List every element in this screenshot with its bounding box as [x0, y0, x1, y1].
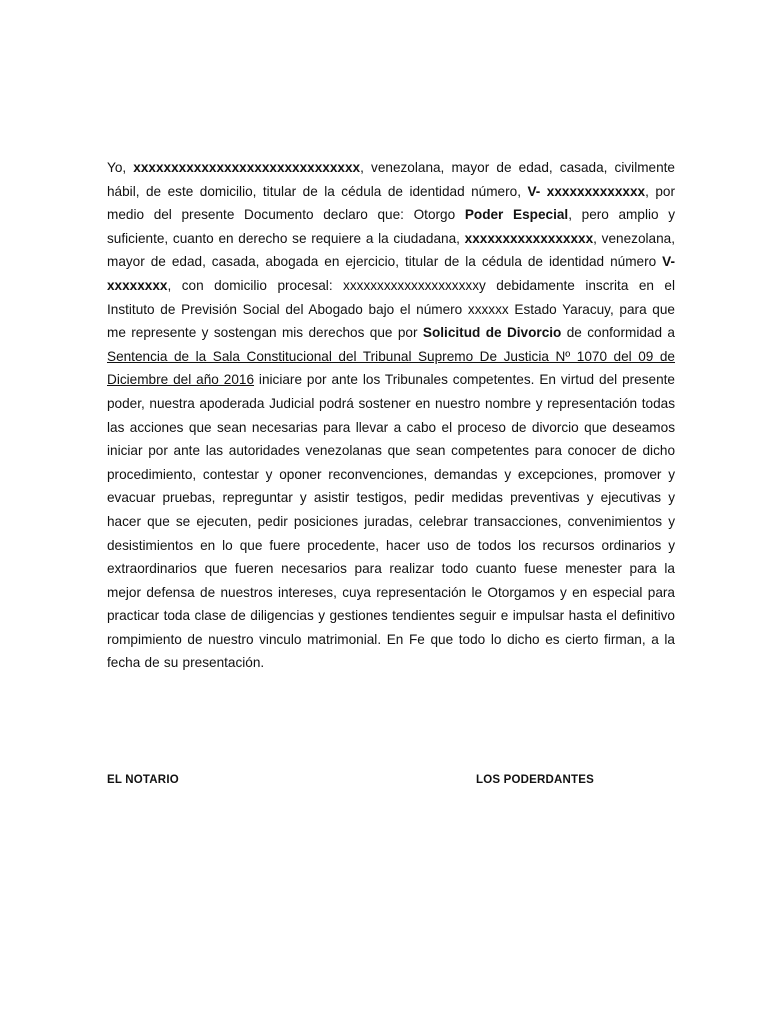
power-type: Poder Especial: [464, 207, 569, 223]
text-run: iniciare por ante los Tribunales competentes. En virtud del presente poder, nuestra apoderada Judicial podrá sostener en nuestro nombre y representación todas las acciones que sean necesarias para llevar a cabo el proceso de divorcio que deseamos iniciar por ante las autoridades venezolanas que sean competentes para conocer de dicho procedimiento, contestar y oponer reconvenciones, demandas y excepciones, promover y evacuar pruebas, repreguntar y asistir testigos, pedir medidas preventivas y ejecutivas y hacer que se ejecuten, pedir posiciones juradas, celebrar transacciones, convenimientos y desistimientos en lo que fuere procedente, hacer uso de todos los recursos ordinarios y extraordinarios que fueren necesarios para realizar todo cuanto fuese menester para la mejor defensa de nuestros intereses, cuya representación le Otorgamos y en especial para practicar toda clase de diligencias y gestiones tendientes seguir e impulsar hasta el definitivo rompimiento de nuestro vinculo matrimonial. En Fe que todo lo dicho es cierto firman, a la fecha de su presentación.: [107, 372, 675, 671]
attorney-id-number: V- xxxxxxxx: [107, 254, 675, 293]
text-run: de conformidad a: [561, 325, 675, 341]
grantor-name: xxxxxxxxxxxxxxxxxxxxxxxxxxxxxx: [133, 160, 361, 175]
attorney-name: xxxxxxxxxxxxxxxxx: [464, 230, 594, 246]
text-run: , venezolana, mayor de edad, casada, abogada en ejercicio, titular de la cédula de identidad número: [107, 230, 675, 270]
text-run: , venezolana, mayor de edad, casada, civilmente hábil, de este domicilio, titular de la cédula de identidad número,: [107, 160, 675, 199]
text-run: , por medio del presente Documento declaro que: Otorgo: [107, 183, 676, 223]
text-run: , con domicilio procesal: xxxxxxxxxxxxxxxxxxxxy debidamente inscrita en el Instituto de Previsión Social del Abogado bajo el número xxxxxx Estado Yaracuy, para que me represente y sostengan mis derechos que por: [107, 277, 675, 341]
text-run: , pero amplio y suficiente, cuanto en derecho se requiere a la ciudadana,: [107, 207, 676, 246]
court-ruling-reference: Sentencia de la Sala Constitucional del Tribunal Supremo De Justicia Nº 1070 del 09 de Diciembre del año 2016: [107, 348, 675, 388]
signature-notary: EL NOTARIO: [107, 774, 179, 786]
request-type: Solicitud de Divorcio: [422, 325, 562, 341]
grantor-id-number: V- xxxxxxxxxxxxx: [527, 183, 646, 199]
text-run: Yo,: [107, 160, 134, 175]
signature-grantors: LOS PODERDANTES: [476, 774, 595, 786]
body-paragraph: [107, 156, 675, 675]
